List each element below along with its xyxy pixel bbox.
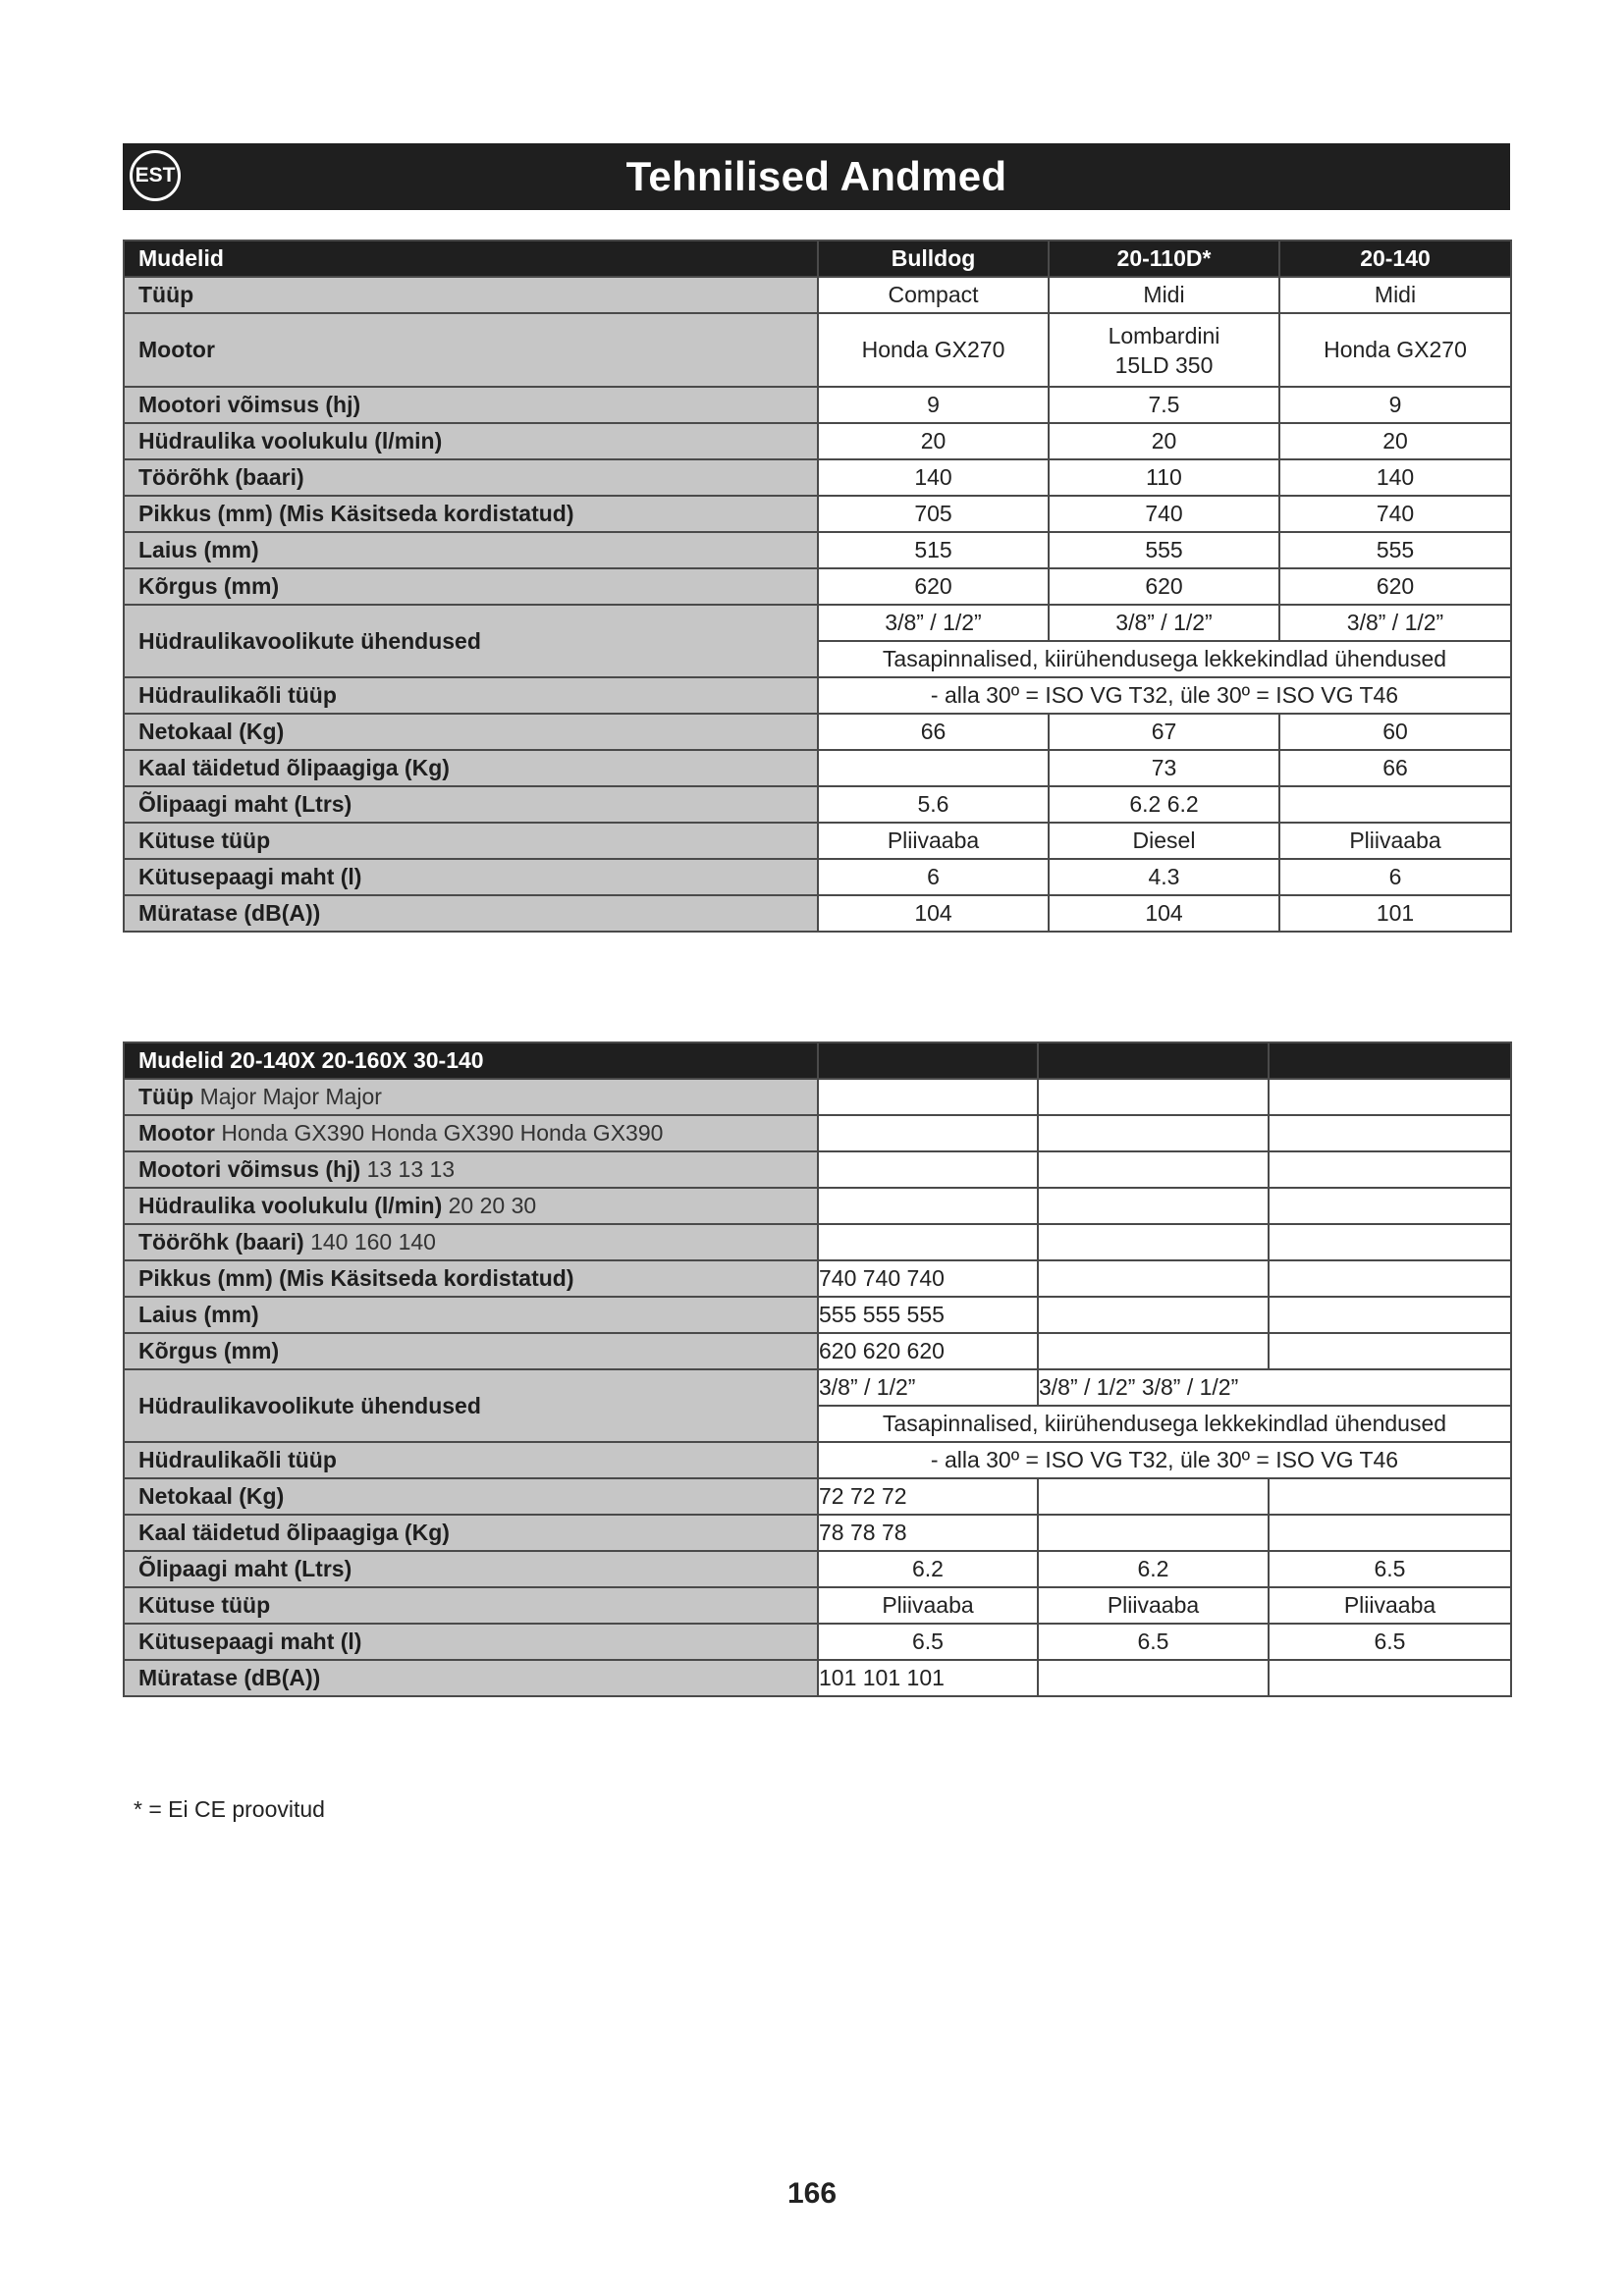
empty-cell xyxy=(1038,1260,1269,1297)
cell-value: 72 72 72 xyxy=(818,1478,1038,1515)
empty-cell xyxy=(818,1224,1038,1260)
cell-value: 101 xyxy=(1279,895,1511,932)
empty-cell xyxy=(818,1151,1038,1188)
row-label: Netokaal (Kg) xyxy=(124,714,818,750)
row-label: Laius (mm) xyxy=(124,1297,818,1333)
row-label: Hüdraulikaõli tüüp xyxy=(124,1442,818,1478)
empty-cell xyxy=(818,1115,1038,1151)
row-label: Kõrgus (mm) xyxy=(124,1333,818,1369)
row-label-text: Mootor xyxy=(138,1120,215,1146)
cell-value: 9 xyxy=(818,387,1049,423)
header-empty-cell xyxy=(1269,1042,1511,1079)
empty-cell xyxy=(818,1079,1038,1115)
row-label: Hüdraulikavoolikute ühendused xyxy=(124,1369,818,1442)
row-label: Kaal täidetud õlipaagiga (Kg) xyxy=(124,750,818,786)
empty-cell xyxy=(1269,1478,1511,1515)
title-banner xyxy=(123,143,1510,210)
row-label: Hüdraulika voolukulu (l/min) xyxy=(124,423,818,459)
row-label-text: Tüüp xyxy=(138,1084,194,1109)
row-label xyxy=(124,1079,818,1115)
cell-value: 20 xyxy=(1279,423,1511,459)
table-header-row xyxy=(124,1042,1511,1079)
cell-value: 66 xyxy=(1279,750,1511,786)
empty-cell xyxy=(1269,1260,1511,1297)
table-row xyxy=(124,714,1511,750)
cell-value: 140 xyxy=(818,459,1049,496)
table-row xyxy=(124,1369,1511,1406)
table-row xyxy=(124,605,1511,641)
row-label-text: Mootori võimsus (hj) xyxy=(138,1156,361,1182)
cell-value: 20 xyxy=(818,423,1049,459)
cell-value: 104 xyxy=(1049,895,1279,932)
table-row xyxy=(124,1151,1511,1188)
table-row xyxy=(124,532,1511,568)
row-label xyxy=(124,1151,818,1188)
cell-value: 9 xyxy=(1279,387,1511,423)
cell-value: 6 xyxy=(1279,859,1511,895)
empty-cell xyxy=(1038,1478,1269,1515)
table-row xyxy=(124,1442,1511,1478)
row-label: Kaal täidetud õlipaagiga (Kg) xyxy=(124,1515,818,1551)
empty-cell xyxy=(1038,1297,1269,1333)
table-row xyxy=(124,568,1511,605)
row-label: Hüdraulikavoolikute ühendused xyxy=(124,605,818,677)
cell-value: 555 xyxy=(1279,532,1511,568)
table-row xyxy=(124,1478,1511,1515)
cell-value: 6.5 xyxy=(818,1624,1038,1660)
table-row xyxy=(124,823,1511,859)
cell-value: 6.5 xyxy=(1269,1624,1511,1660)
row-label: Õlipaagi maht (Ltrs) xyxy=(124,786,818,823)
row-inline-values: Major Major Major xyxy=(199,1084,382,1109)
cell-value: Compact xyxy=(818,277,1049,313)
empty-cell xyxy=(1038,1515,1269,1551)
row-label xyxy=(124,1115,818,1151)
empty-cell xyxy=(1038,1151,1269,1188)
table-row xyxy=(124,1624,1511,1660)
table-row xyxy=(124,1515,1511,1551)
table-row xyxy=(124,859,1511,895)
table-row xyxy=(124,1115,1511,1151)
cell-value: 140 xyxy=(1279,459,1511,496)
row-label-text: Töörõhk (baari) xyxy=(138,1229,304,1255)
cell-value: 620 xyxy=(1049,568,1279,605)
row-label: Laius (mm) xyxy=(124,532,818,568)
header-empty-cell xyxy=(1038,1042,1269,1079)
table-row xyxy=(124,1224,1511,1260)
cell-value: 60 xyxy=(1279,714,1511,750)
row-label: Netokaal (Kg) xyxy=(124,1478,818,1515)
table-row xyxy=(124,313,1511,387)
empty-cell xyxy=(1269,1151,1511,1188)
empty-cell xyxy=(1038,1333,1269,1369)
cell-value: 620 xyxy=(1279,568,1511,605)
cell-value: 620 620 620 xyxy=(818,1333,1038,1369)
table-row xyxy=(124,277,1511,313)
cell-value: 740 740 740 xyxy=(818,1260,1038,1297)
cell-value: Pliivaaba xyxy=(818,823,1049,859)
table-row xyxy=(124,387,1511,423)
table-row xyxy=(124,750,1511,786)
row-inline-values: 13 13 13 xyxy=(366,1156,456,1182)
cell-value: 5.6 xyxy=(818,786,1049,823)
cell-value: Lombardini 15LD 350 xyxy=(1049,313,1279,387)
empty-cell xyxy=(818,1188,1038,1224)
cell-value: 6.5 xyxy=(1038,1624,1269,1660)
cell-value: 3/8” / 1/2” xyxy=(818,605,1049,641)
row-label: Kütuse tüüp xyxy=(124,823,818,859)
empty-cell xyxy=(1038,1188,1269,1224)
cell-value xyxy=(1279,786,1511,823)
table-row xyxy=(124,496,1511,532)
cell-value: Pliivaaba xyxy=(1279,823,1511,859)
cell-value: 104 xyxy=(818,895,1049,932)
cell-value: 555 xyxy=(1049,532,1279,568)
cell-value: 740 xyxy=(1049,496,1279,532)
table-row xyxy=(124,459,1511,496)
row-label xyxy=(124,1224,818,1260)
cell-value: 740 xyxy=(1279,496,1511,532)
page-title: Tehnilised Andmed xyxy=(625,153,1007,199)
row-label: Kõrgus (mm) xyxy=(124,568,818,605)
row-inline-values: 140 160 140 xyxy=(310,1229,436,1255)
table-row xyxy=(124,786,1511,823)
table-row xyxy=(124,895,1511,932)
cell-value: 3/8” / 1/2” xyxy=(1049,605,1279,641)
header-empty-cell xyxy=(818,1042,1038,1079)
cell-value: 110 xyxy=(1049,459,1279,496)
table-row xyxy=(124,1079,1511,1115)
row-label: Müratase (dB(A)) xyxy=(124,895,818,932)
empty-cell xyxy=(1269,1333,1511,1369)
row-label: Mootor xyxy=(124,313,818,387)
row-label: Töörõhk (baari) xyxy=(124,459,818,496)
row-label: Õlipaagi maht (Ltrs) xyxy=(124,1551,818,1587)
table-row xyxy=(124,677,1511,714)
row-label xyxy=(124,1188,818,1224)
cell-value: 101 101 101 xyxy=(818,1660,1038,1696)
empty-cell xyxy=(1269,1115,1511,1151)
row-label: Kütuse tüüp xyxy=(124,1587,818,1624)
cell-value: Pliivaaba xyxy=(1269,1587,1511,1624)
cell-value: Honda GX270 xyxy=(1279,313,1511,387)
cell-value: 78 78 78 xyxy=(818,1515,1038,1551)
cell-value: 3/8” / 1/2” xyxy=(1279,605,1511,641)
models-label: Mudelid xyxy=(124,240,818,277)
cell-value: 6 xyxy=(818,859,1049,895)
footnote: * = Ei CE proovitud xyxy=(134,1796,325,1822)
table-row xyxy=(124,1551,1511,1587)
cell-value: Pliivaaba xyxy=(818,1587,1038,1624)
cell-value: 67 xyxy=(1049,714,1279,750)
row-label: Hüdraulikaõli tüüp xyxy=(124,677,818,714)
cell-value: Midi xyxy=(1049,277,1279,313)
cell-value: Tasapinnalised, kiirühendusega lekkekindlad ühendused xyxy=(818,641,1511,677)
cell-value: 6.2 xyxy=(818,1551,1038,1587)
empty-cell xyxy=(1269,1224,1511,1260)
row-label: Müratase (dB(A)) xyxy=(124,1660,818,1696)
cell-value: 73 xyxy=(1049,750,1279,786)
row-inline-values: 20 20 30 xyxy=(448,1193,537,1218)
row-inline-values: Honda GX390 Honda GX390 Honda GX390 xyxy=(221,1120,664,1146)
cell-value xyxy=(818,750,1049,786)
row-label: Kütusepaagi maht (l) xyxy=(124,1624,818,1660)
cell-value: Tasapinnalised, kiirühendusega lekkekindlad ühendused xyxy=(818,1406,1511,1442)
cell-value: 620 xyxy=(818,568,1049,605)
cell-value: 66 xyxy=(818,714,1049,750)
empty-cell xyxy=(1269,1079,1511,1115)
cell-value: Diesel xyxy=(1049,823,1279,859)
cell-value: 6.5 xyxy=(1269,1551,1511,1587)
row-label: Pikkus (mm) (Mis Käsitseda kordistatud) xyxy=(124,496,818,532)
cell-value: - alla 30º = ISO VG T32, üle 30º = ISO VG T46 xyxy=(818,677,1511,714)
table-row xyxy=(124,1260,1511,1297)
model-name: 20-110D* xyxy=(1049,240,1279,277)
cell-value: 705 xyxy=(818,496,1049,532)
cell-value: 3/8” / 1/2” 3/8” / 1/2” xyxy=(1038,1369,1511,1406)
row-label-text: Hüdraulika voolukulu (l/min) xyxy=(138,1193,443,1218)
table-header-row xyxy=(124,240,1511,277)
empty-cell xyxy=(1269,1297,1511,1333)
cell-value: 20 xyxy=(1049,423,1279,459)
cell-value: - alla 30º = ISO VG T32, üle 30º = ISO VG T46 xyxy=(818,1442,1511,1478)
table-row xyxy=(124,1188,1511,1224)
spec-table-1 xyxy=(123,240,1512,933)
empty-cell xyxy=(1269,1188,1511,1224)
spec-table-2 xyxy=(123,1041,1512,1697)
row-label: Kütusepaagi maht (l) xyxy=(124,859,818,895)
empty-cell xyxy=(1269,1660,1511,1696)
cell-value: 555 555 555 xyxy=(818,1297,1038,1333)
models-label: Mudelid 20-140X 20-160X 30-140 xyxy=(124,1042,818,1079)
empty-cell xyxy=(1038,1224,1269,1260)
cell-value: Midi xyxy=(1279,277,1511,313)
est-language-badge: EST xyxy=(130,150,181,201)
page-number: 166 xyxy=(786,2177,838,2210)
cell-value: 6.2 6.2 xyxy=(1049,786,1279,823)
cell-value: 3/8” / 1/2” xyxy=(818,1369,1038,1406)
table-row xyxy=(124,1297,1511,1333)
empty-cell xyxy=(1269,1515,1511,1551)
cell-value: Pliivaaba xyxy=(1038,1587,1269,1624)
empty-cell xyxy=(1038,1079,1269,1115)
table-row xyxy=(124,423,1511,459)
model-name: Bulldog xyxy=(818,240,1049,277)
cell-value: Honda GX270 xyxy=(818,313,1049,387)
row-label: Pikkus (mm) (Mis Käsitseda kordistatud) xyxy=(124,1260,818,1297)
table-row xyxy=(124,1587,1511,1624)
row-label: Tüüp xyxy=(124,277,818,313)
table-row xyxy=(124,1660,1511,1696)
cell-value: 7.5 xyxy=(1049,387,1279,423)
empty-cell xyxy=(1038,1660,1269,1696)
model-name: 20-140 xyxy=(1279,240,1511,277)
table-row xyxy=(124,1333,1511,1369)
cell-value: 4.3 xyxy=(1049,859,1279,895)
cell-value: 6.2 xyxy=(1038,1551,1269,1587)
cell-value: 515 xyxy=(818,532,1049,568)
empty-cell xyxy=(1038,1115,1269,1151)
row-label: Mootori võimsus (hj) xyxy=(124,387,818,423)
